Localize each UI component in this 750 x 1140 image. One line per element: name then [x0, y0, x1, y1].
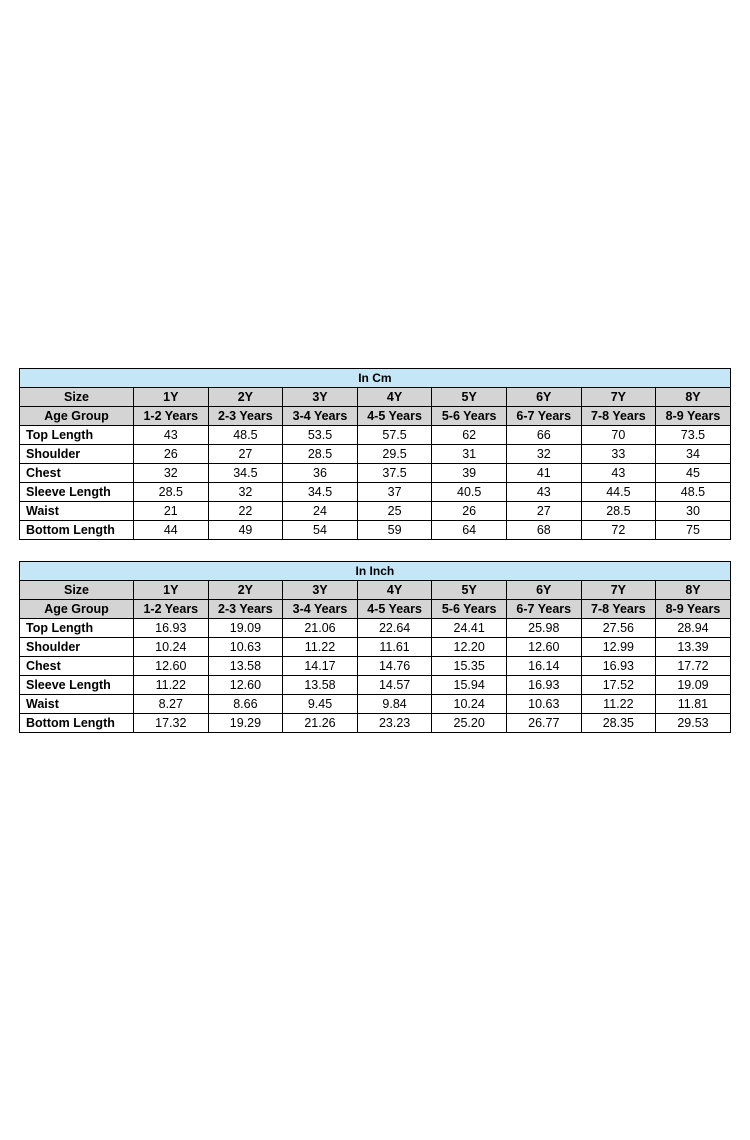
- measurement-value: 11.22: [283, 638, 358, 657]
- measurement-row: [20, 502, 731, 521]
- measurement-value: 28.5: [283, 445, 358, 464]
- age-group-header-label: Age Group: [20, 600, 134, 619]
- age-group-header-cell: 5-6 Years: [432, 600, 507, 619]
- measurement-value: 64: [432, 521, 507, 540]
- size-header-cell: 5Y: [432, 388, 507, 407]
- measurement-value: 45: [656, 464, 731, 483]
- table-title: In Inch: [20, 562, 731, 581]
- measurement-value: 43: [506, 483, 581, 502]
- measurement-value: 19.09: [208, 619, 283, 638]
- measurement-row: [20, 426, 731, 445]
- size-header-row: [20, 581, 731, 600]
- measurement-value: 10.24: [134, 638, 209, 657]
- age-group-header-cell: 3-4 Years: [283, 600, 358, 619]
- age-group-header-cell: 4-5 Years: [357, 600, 432, 619]
- measurement-value: 44: [134, 521, 209, 540]
- measurement-value: 39: [432, 464, 507, 483]
- age-group-header-cell: 4-5 Years: [357, 407, 432, 426]
- measurement-row: [20, 464, 731, 483]
- measurement-value: 21.06: [283, 619, 358, 638]
- measurement-value: 57.5: [357, 426, 432, 445]
- age-group-header-row: [20, 600, 731, 619]
- measurement-value: 28.35: [581, 714, 656, 733]
- measurement-value: 22: [208, 502, 283, 521]
- size-header-cell: 4Y: [357, 388, 432, 407]
- measurement-value: 17.32: [134, 714, 209, 733]
- measurement-value: 11.22: [581, 695, 656, 714]
- measurement-value: 29.5: [357, 445, 432, 464]
- measurement-label: Chest: [20, 464, 134, 483]
- measurement-value: 16.93: [134, 619, 209, 638]
- measurement-label: Sleeve Length: [20, 483, 134, 502]
- measurement-row: [20, 714, 731, 733]
- measurement-label: Shoulder: [20, 638, 134, 657]
- measurement-value: 27.56: [581, 619, 656, 638]
- size-header-cell: 7Y: [581, 388, 656, 407]
- size-header-cell: 6Y: [506, 581, 581, 600]
- measurement-value: 48.5: [656, 483, 731, 502]
- measurement-value: 34: [656, 445, 731, 464]
- age-group-header-cell: 1-2 Years: [134, 600, 209, 619]
- age-group-header-cell: 8-9 Years: [656, 407, 731, 426]
- measurement-value: 13.58: [208, 657, 283, 676]
- measurement-value: 9.84: [357, 695, 432, 714]
- measurement-value: 40.5: [432, 483, 507, 502]
- size-header-row: [20, 388, 731, 407]
- measurement-value: 43: [134, 426, 209, 445]
- measurement-value: 36: [283, 464, 358, 483]
- measurement-value: 27: [506, 502, 581, 521]
- measurement-value: 31: [432, 445, 507, 464]
- measurement-label: Waist: [20, 695, 134, 714]
- size-header-cell: 6Y: [506, 388, 581, 407]
- measurement-value: 11.81: [656, 695, 731, 714]
- age-group-header-label: Age Group: [20, 407, 134, 426]
- measurement-value: 15.35: [432, 657, 507, 676]
- measurement-value: 30: [656, 502, 731, 521]
- age-group-header-cell: 3-4 Years: [283, 407, 358, 426]
- measurement-value: 14.76: [357, 657, 432, 676]
- measurement-label: Chest: [20, 657, 134, 676]
- size-chart-inch-table: [19, 561, 731, 733]
- measurement-value: 75: [656, 521, 731, 540]
- measurement-value: 25.98: [506, 619, 581, 638]
- measurement-value: 19.29: [208, 714, 283, 733]
- size-header-cell: 8Y: [656, 388, 731, 407]
- measurement-value: 16.93: [581, 657, 656, 676]
- table-title-row: [20, 562, 731, 581]
- measurement-value: 29.53: [656, 714, 731, 733]
- measurement-value: 15.94: [432, 676, 507, 695]
- measurement-value: 34.5: [283, 483, 358, 502]
- measurement-label: Bottom Length: [20, 521, 134, 540]
- measurement-value: 62: [432, 426, 507, 445]
- measurement-value: 13.39: [656, 638, 731, 657]
- measurement-row: [20, 521, 731, 540]
- table-title-row: [20, 369, 731, 388]
- measurement-value: 26.77: [506, 714, 581, 733]
- measurement-value: 17.72: [656, 657, 731, 676]
- measurement-value: 12.60: [208, 676, 283, 695]
- size-header-cell: 5Y: [432, 581, 507, 600]
- measurement-value: 24.41: [432, 619, 507, 638]
- measurement-value: 59: [357, 521, 432, 540]
- measurement-value: 12.20: [432, 638, 507, 657]
- measurement-value: 8.66: [208, 695, 283, 714]
- measurement-value: 27: [208, 445, 283, 464]
- measurement-value: 72: [581, 521, 656, 540]
- size-header-cell: 8Y: [656, 581, 731, 600]
- measurement-value: 37: [357, 483, 432, 502]
- size-header-label: Size: [20, 581, 134, 600]
- size-header-cell: 3Y: [283, 388, 358, 407]
- measurement-value: 32: [208, 483, 283, 502]
- size-header-cell: 3Y: [283, 581, 358, 600]
- measurement-value: 21: [134, 502, 209, 521]
- measurement-value: 24: [283, 502, 358, 521]
- age-group-header-cell: 5-6 Years: [432, 407, 507, 426]
- age-group-header-cell: 8-9 Years: [656, 600, 731, 619]
- age-group-header-cell: 7-8 Years: [581, 407, 656, 426]
- measurement-value: 17.52: [581, 676, 656, 695]
- measurement-value: 12.99: [581, 638, 656, 657]
- measurement-row: [20, 676, 731, 695]
- measurement-row: [20, 657, 731, 676]
- measurement-label: Top Length: [20, 426, 134, 445]
- measurement-value: 34.5: [208, 464, 283, 483]
- measurement-label: Top Length: [20, 619, 134, 638]
- size-header-cell: 1Y: [134, 388, 209, 407]
- measurement-value: 33: [581, 445, 656, 464]
- measurement-value: 28.5: [581, 502, 656, 521]
- measurement-value: 66: [506, 426, 581, 445]
- measurement-value: 19.09: [656, 676, 731, 695]
- table-body: [20, 562, 731, 733]
- measurement-value: 53.5: [283, 426, 358, 445]
- measurement-value: 23.23: [357, 714, 432, 733]
- measurement-value: 54: [283, 521, 358, 540]
- measurement-value: 22.64: [357, 619, 432, 638]
- measurement-value: 25.20: [432, 714, 507, 733]
- size-header-cell: 2Y: [208, 388, 283, 407]
- measurement-value: 48.5: [208, 426, 283, 445]
- measurement-label: Bottom Length: [20, 714, 134, 733]
- table-title: In Cm: [20, 369, 731, 388]
- age-group-header-row: [20, 407, 731, 426]
- measurement-value: 68: [506, 521, 581, 540]
- measurement-value: 16.14: [506, 657, 581, 676]
- measurement-value: 37.5: [357, 464, 432, 483]
- measurement-value: 11.22: [134, 676, 209, 695]
- table-body: [20, 369, 731, 540]
- measurement-value: 28.94: [656, 619, 731, 638]
- measurement-value: 12.60: [506, 638, 581, 657]
- measurement-value: 13.58: [283, 676, 358, 695]
- age-group-header-cell: 1-2 Years: [134, 407, 209, 426]
- measurement-row: [20, 695, 731, 714]
- measurement-value: 32: [506, 445, 581, 464]
- measurement-value: 41: [506, 464, 581, 483]
- measurement-value: 25: [357, 502, 432, 521]
- measurement-value: 44.5: [581, 483, 656, 502]
- measurement-value: 73.5: [656, 426, 731, 445]
- measurement-value: 70: [581, 426, 656, 445]
- measurement-label: Waist: [20, 502, 134, 521]
- age-group-header-cell: 6-7 Years: [506, 407, 581, 426]
- age-group-header-cell: 7-8 Years: [581, 600, 656, 619]
- measurement-value: 10.63: [208, 638, 283, 657]
- measurement-row: [20, 638, 731, 657]
- size-header-cell: 4Y: [357, 581, 432, 600]
- measurement-row: [20, 445, 731, 464]
- measurement-value: 14.57: [357, 676, 432, 695]
- size-header-cell: 1Y: [134, 581, 209, 600]
- measurement-value: 9.45: [283, 695, 358, 714]
- measurement-row: [20, 483, 731, 502]
- measurement-value: 21.26: [283, 714, 358, 733]
- size-chart-cm-table: [19, 368, 731, 540]
- size-header-label: Size: [20, 388, 134, 407]
- size-header-cell: 7Y: [581, 581, 656, 600]
- measurement-value: 28.5: [134, 483, 209, 502]
- measurement-value: 43: [581, 464, 656, 483]
- measurement-value: 12.60: [134, 657, 209, 676]
- measurement-value: 8.27: [134, 695, 209, 714]
- measurement-label: Shoulder: [20, 445, 134, 464]
- measurement-value: 16.93: [506, 676, 581, 695]
- measurement-value: 10.63: [506, 695, 581, 714]
- measurement-value: 26: [134, 445, 209, 464]
- measurement-value: 49: [208, 521, 283, 540]
- measurement-value: 14.17: [283, 657, 358, 676]
- measurement-value: 11.61: [357, 638, 432, 657]
- measurement-label: Sleeve Length: [20, 676, 134, 695]
- age-group-header-cell: 2-3 Years: [208, 600, 283, 619]
- measurement-row: [20, 619, 731, 638]
- measurement-value: 26: [432, 502, 507, 521]
- measurement-value: 32: [134, 464, 209, 483]
- size-header-cell: 2Y: [208, 581, 283, 600]
- measurement-value: 10.24: [432, 695, 507, 714]
- age-group-header-cell: 6-7 Years: [506, 600, 581, 619]
- age-group-header-cell: 2-3 Years: [208, 407, 283, 426]
